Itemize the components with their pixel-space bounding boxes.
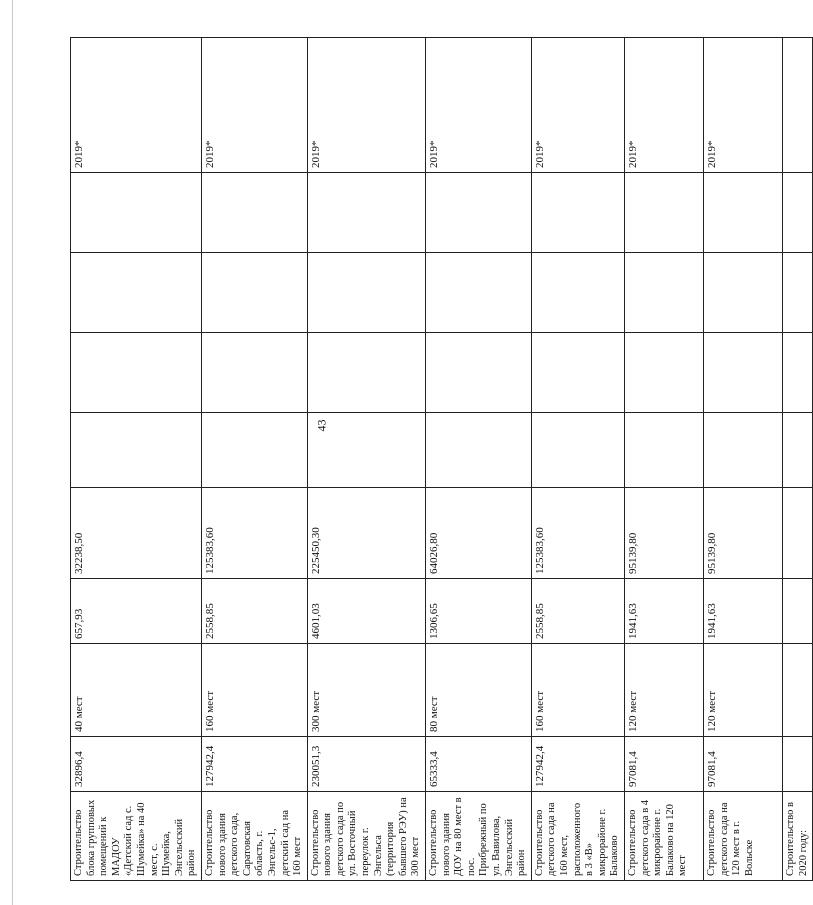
federal-budget-cell: 225450,30 bbox=[307, 488, 425, 579]
cost-cell: 127942,4 bbox=[531, 737, 624, 792]
capacity-cell: 160 мест bbox=[531, 644, 624, 737]
empty-cell-7 bbox=[307, 253, 425, 333]
empty-cell-5 bbox=[71, 413, 202, 488]
empty-cell-5 bbox=[426, 413, 532, 488]
regional-budget-cell: 657,93 bbox=[71, 579, 202, 644]
regional-budget-cell bbox=[782, 579, 812, 644]
empty-cell-8 bbox=[426, 173, 532, 253]
cost-cell: 127942,4 bbox=[201, 737, 307, 792]
empty-cell-5 bbox=[703, 413, 782, 488]
table-row bbox=[782, 38, 812, 881]
table-row bbox=[531, 38, 624, 881]
empty-cell-6 bbox=[307, 333, 425, 413]
cost-cell: 230051,3 bbox=[307, 737, 425, 792]
capacity-cell: 40 мест bbox=[71, 644, 202, 737]
cost-cell: 97081,4 bbox=[703, 737, 782, 792]
table-row bbox=[201, 38, 307, 881]
table-row bbox=[703, 38, 782, 881]
capacity-cell: 120 мест bbox=[624, 644, 703, 737]
empty-cell-6 bbox=[624, 333, 703, 413]
year-cell: 2019* bbox=[703, 38, 782, 173]
regional-budget-cell: 1306,65 bbox=[426, 579, 532, 644]
regional-budget-cell: 2558,85 bbox=[201, 579, 307, 644]
object-name-cell: Строительство нового здания детского сада, Саратовская область, г. Энгельс-1, детский сад на 160 мест bbox=[201, 792, 307, 881]
construction-table bbox=[70, 37, 813, 881]
regional-budget-cell: 4601,03 bbox=[307, 579, 425, 644]
scan-edge-line bbox=[12, 0, 13, 905]
capacity-cell: 160 мест bbox=[201, 644, 307, 737]
federal-budget-cell bbox=[782, 488, 812, 579]
empty-cell-8 bbox=[703, 173, 782, 253]
federal-budget-cell: 64026,80 bbox=[426, 488, 532, 579]
empty-cell-8 bbox=[71, 173, 202, 253]
capacity-cell: 120 мест bbox=[703, 644, 782, 737]
empty-cell-8 bbox=[201, 173, 307, 253]
table-row bbox=[71, 38, 202, 881]
empty-cell-7 bbox=[703, 253, 782, 333]
year-cell: 2019* bbox=[531, 38, 624, 173]
federal-budget-cell: 32238,50 bbox=[71, 488, 202, 579]
federal-budget-cell: 125383,60 bbox=[201, 488, 307, 579]
empty-cell-8 bbox=[624, 173, 703, 253]
federal-budget-cell: 125383,60 bbox=[531, 488, 624, 579]
empty-cell-6 bbox=[426, 333, 532, 413]
object-name-cell: Строительство нового здания детского сада по ул. Восточный переулок г. Энгельса (территория бывшего РЭУ) на 300 мест bbox=[307, 792, 425, 881]
empty-cell-7 bbox=[426, 253, 532, 333]
object-name-cell: Строительство в 2020 году: bbox=[782, 792, 812, 881]
empty-cell-8 bbox=[782, 173, 812, 253]
federal-budget-cell: 95139,80 bbox=[703, 488, 782, 579]
cost-cell: 97081,4 bbox=[624, 737, 703, 792]
empty-cell-6 bbox=[531, 333, 624, 413]
empty-cell-8 bbox=[307, 173, 425, 253]
empty-cell-6 bbox=[782, 333, 812, 413]
empty-cell-7 bbox=[201, 253, 307, 333]
cost-cell bbox=[782, 737, 812, 792]
rotated-table-container bbox=[70, 38, 809, 881]
capacity-cell: 300 мест bbox=[307, 644, 425, 737]
year-cell: 2019* bbox=[426, 38, 532, 173]
table-row bbox=[624, 38, 703, 881]
empty-cell-8 bbox=[531, 173, 624, 253]
empty-cell-5 bbox=[782, 413, 812, 488]
empty-cell-7 bbox=[624, 253, 703, 333]
empty-cell-6 bbox=[201, 333, 307, 413]
regional-budget-cell: 1941,63 bbox=[624, 579, 703, 644]
federal-budget-cell: 95139,80 bbox=[624, 488, 703, 579]
object-name-cell: Строительство нового здания ДОУ на 80 мест в пос. Прибрежный по ул. Вавилова, Энгельсский район bbox=[426, 792, 532, 881]
capacity-cell: 80 мест bbox=[426, 644, 532, 737]
year-cell: 2019* bbox=[71, 38, 202, 173]
empty-cell-5 bbox=[201, 413, 307, 488]
empty-cell-6 bbox=[71, 333, 202, 413]
object-name-cell: Строительство детского сада на 160 мест, расположенного в 3 «В» микрорайоне г. Балаково bbox=[531, 792, 624, 881]
capacity-cell bbox=[782, 644, 812, 737]
empty-cell-5 bbox=[307, 413, 425, 488]
regional-budget-cell: 2558,85 bbox=[531, 579, 624, 644]
page-number: 43 bbox=[314, 419, 329, 432]
empty-cell-6 bbox=[703, 333, 782, 413]
regional-budget-cell: 1941,63 bbox=[703, 579, 782, 644]
empty-cell-7 bbox=[531, 253, 624, 333]
empty-cell-7 bbox=[71, 253, 202, 333]
cost-cell: 32896,4 bbox=[71, 737, 202, 792]
year-cell bbox=[782, 38, 812, 173]
table-row bbox=[426, 38, 532, 881]
cost-cell: 65333,4 bbox=[426, 737, 532, 792]
object-name-cell: Строительство детского сада в 4 микрорайоне г. Балаково на 120 мест bbox=[624, 792, 703, 881]
year-cell: 2019* bbox=[624, 38, 703, 173]
empty-cell-5 bbox=[531, 413, 624, 488]
year-cell: 2019* bbox=[201, 38, 307, 173]
empty-cell-5 bbox=[624, 413, 703, 488]
object-name-cell: Строительство блока групповых помещений к МАДОУ «Детский сад с. Шумейка» на 40 мест, с. Шумейка, Энгельсский район bbox=[71, 792, 202, 881]
year-cell: 2019* bbox=[307, 38, 425, 173]
object-name-cell: Строительство детского сада на 120 мест в г. Вольске bbox=[703, 792, 782, 881]
empty-cell-7 bbox=[782, 253, 812, 333]
table-row bbox=[307, 38, 425, 881]
